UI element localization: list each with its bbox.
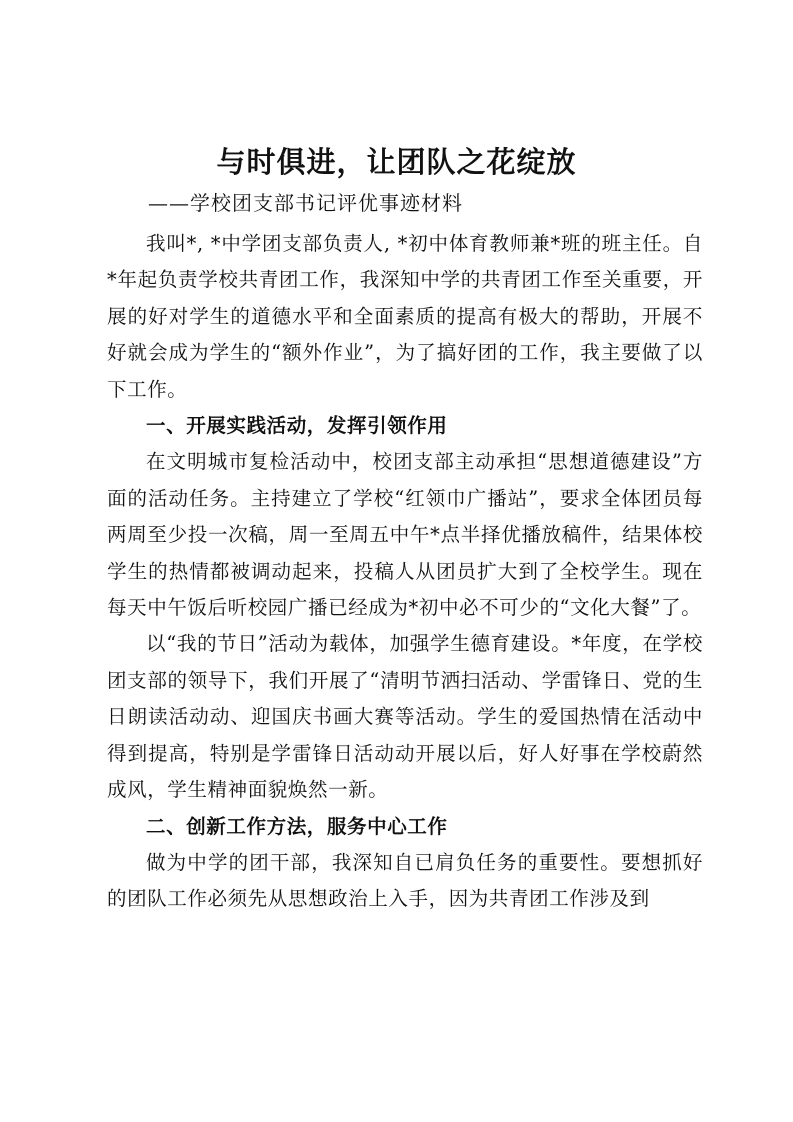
document-body — [107, 226, 703, 918]
section1-paragraph-2: 以“我的节日”活动为载体，加强学生德育建设。*年度，在学校团支部的领导下，我们开展了“清明节洒扫活动、学雷锋日、党的生日朗读活动动、迎国庆书画大赛等活动。学生的爱国热情在活动中得到提高，特别是学雷锋日活动动开展以后，好人好事在学校蔚然成风，学生精神面貌焕然一新。 — [107, 632, 703, 802]
section-heading-1: 一、开展实践活动，发挥引领作用 — [146, 414, 448, 438]
document-subtitle: ——学校团支部书记评优事迹材料 — [148, 191, 463, 215]
intro-paragraph: 我叫*, *中学团支部负责人, *初中体育教师兼*班的班主任。自*年起负责学校共青团工作，我深知中学的共青团工作至关重要，开展的好对学生的道德水平和全面素质的提高有极大的帮助，开展不好就会成为学生的“额外作业”，为了搞好团的工作，我主要做了以下工作。 — [107, 232, 703, 401]
section1-paragraph-1: 在文明城市复检活动中，校团支部主动承担“思想道德建设”方面的活动任务。主持建立了学校“红领巾广播站”，要求全体团员每两周至少投一次稿，周一至周五中午*点半择优播放稿件，结果体校学生的热情都被调动起来，投稿人从团员扩大到了全校学生。现在每天中午饭后听校园广播已经成为*初中必不可少的“文化大餐”了。 — [107, 450, 703, 620]
section2-paragraph-1: 做为中学的团干部，我深知自已肩负任务的重要性。要想抓好的团队工作必须先从思想政治上入手，因为共青团工作涉及到 — [107, 850, 703, 911]
section-heading-2: 二、创新工作方法，服务中心工作 — [146, 814, 448, 838]
document-title: 与时俱进，让团队之花绽放 — [216, 145, 577, 179]
